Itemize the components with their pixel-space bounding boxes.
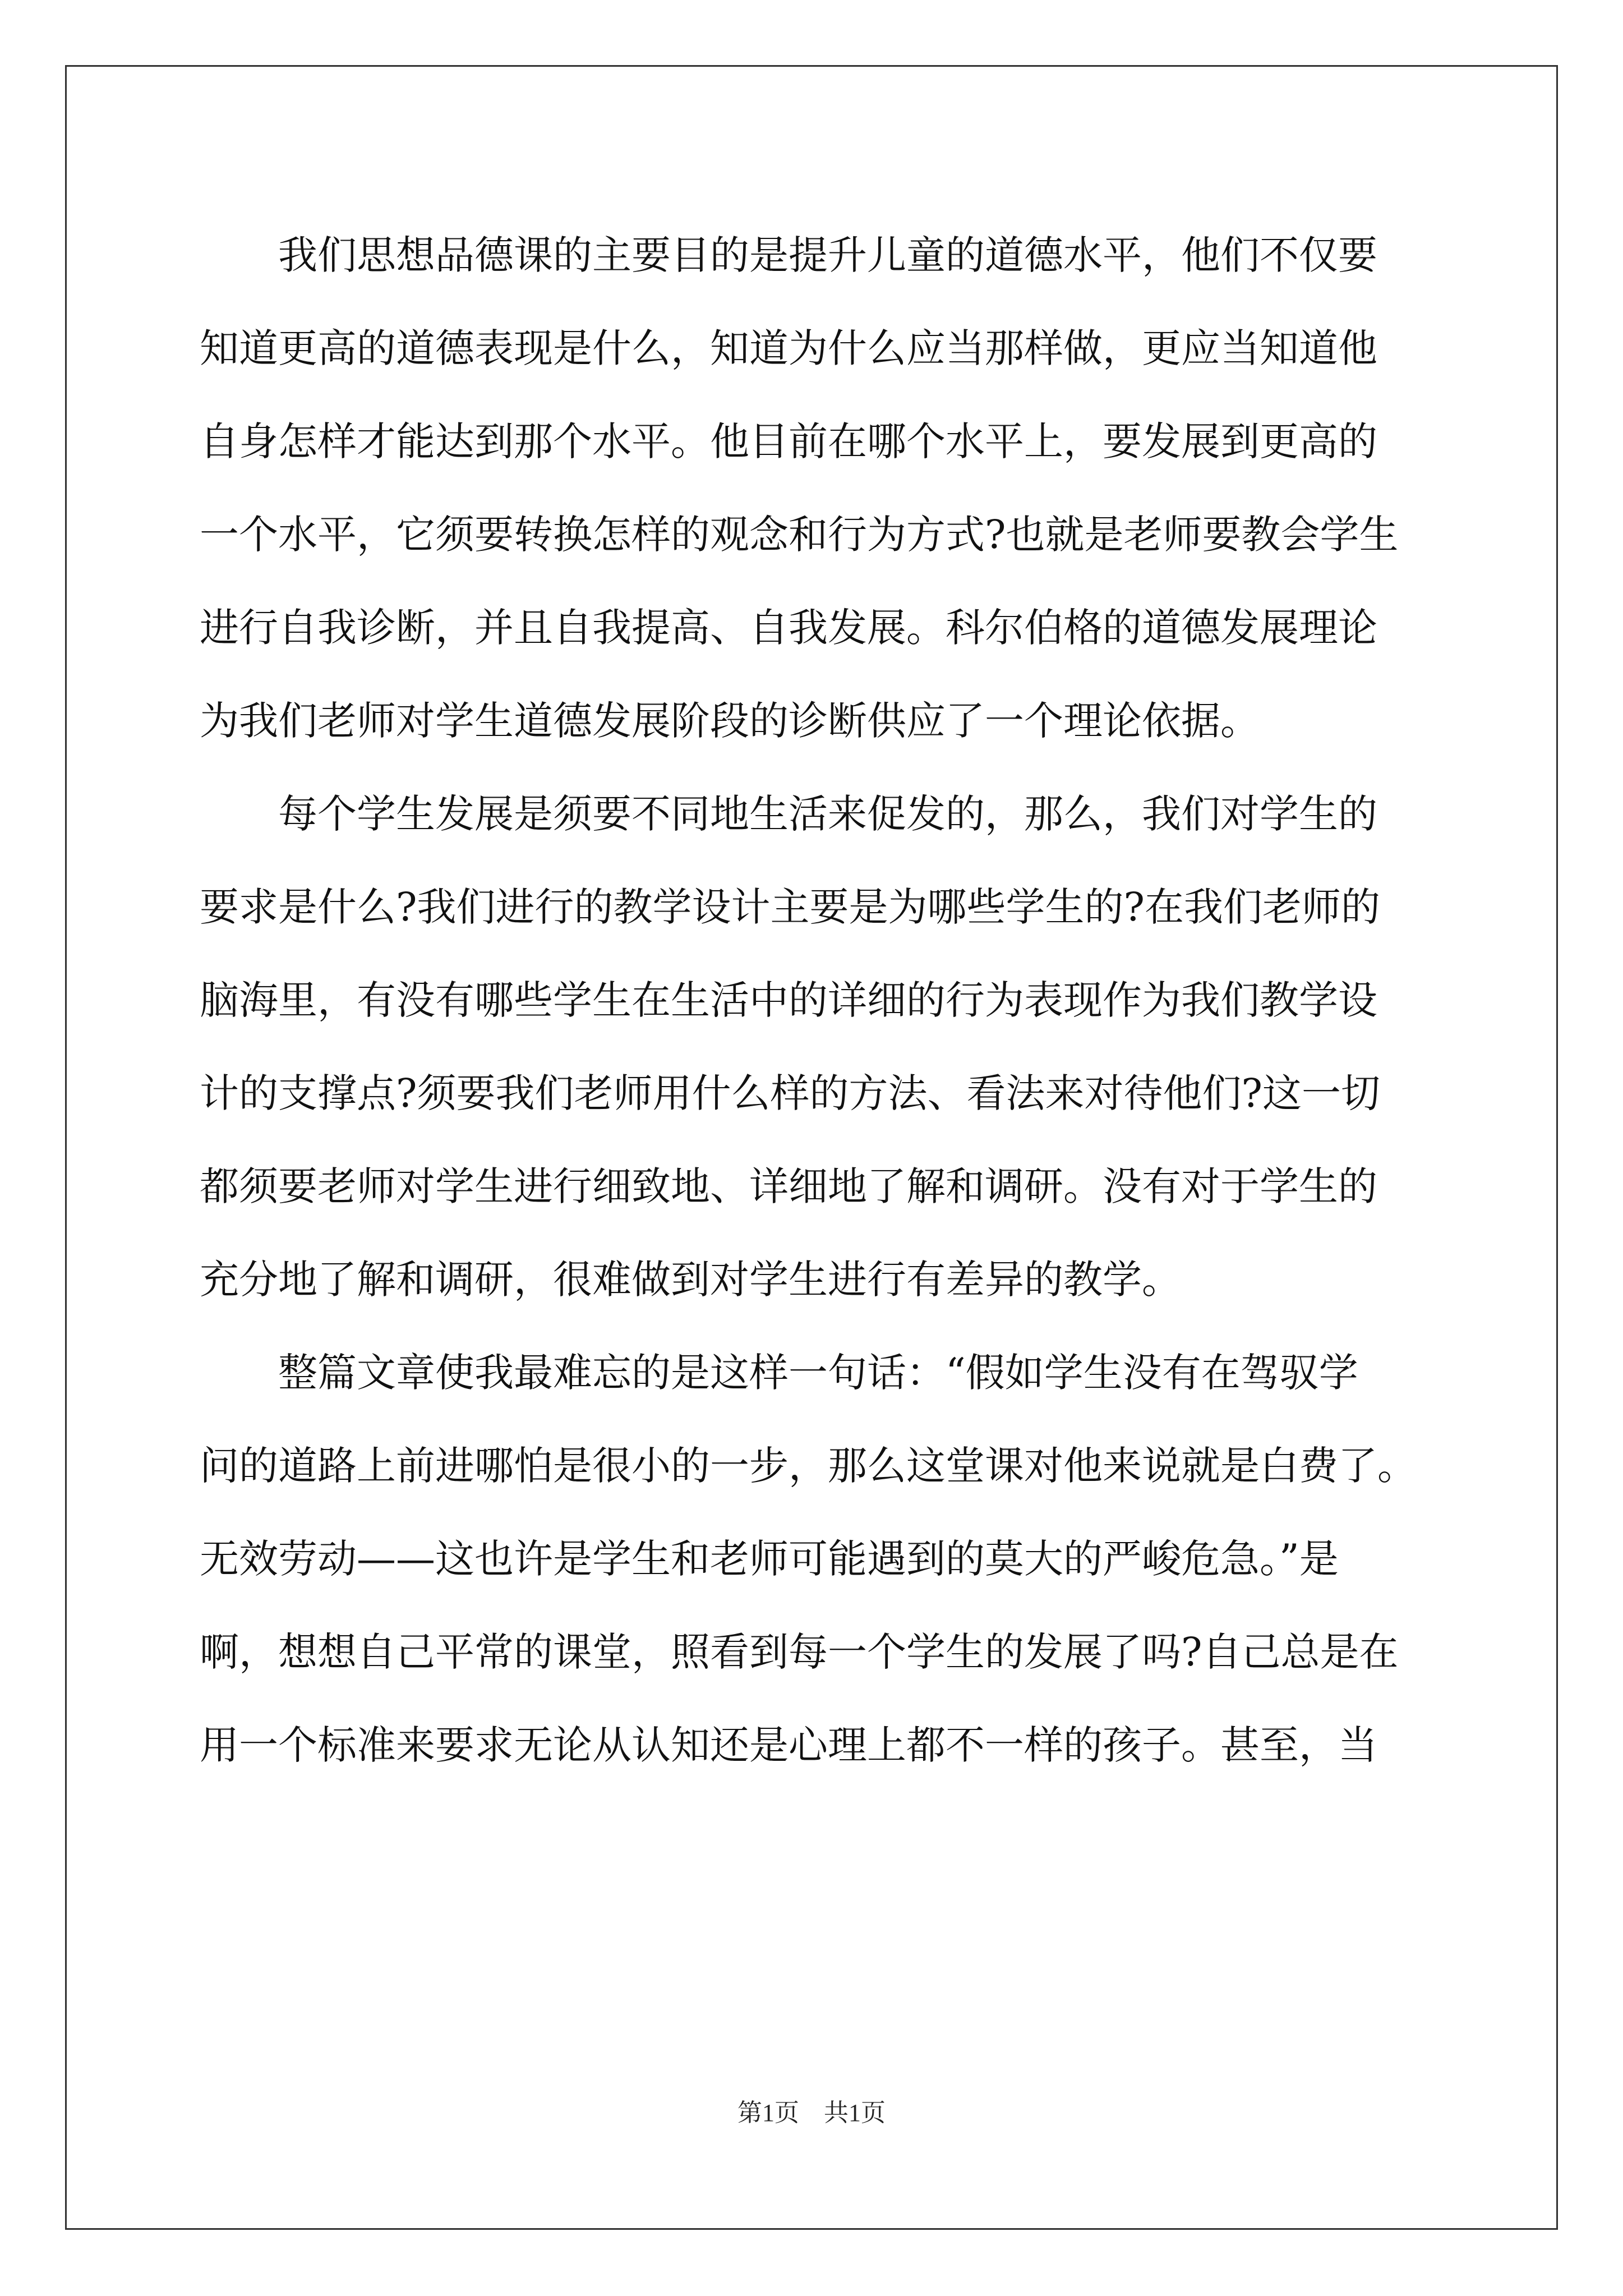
- text-line: 知道更高的道德表现是什么，知道为什么应当那样做，更应当知道他: [200, 325, 1377, 371]
- text-line: 脑海里，有没有哪些学生在生活中的详细的行为表现作为我们教学设: [200, 977, 1377, 1023]
- text-line: 都须要老师对学生进行细致地、详细地了解和调研。没有对于学生的: [200, 1163, 1377, 1209]
- text-line: 充分地了解和调研，很难做到对学生进行有差异的教学。: [200, 1257, 1181, 1303]
- text-line: 啊，想想自己平常的课堂，照看到每一个学生的发展了吗?自己总是在: [200, 1629, 1399, 1675]
- text-line: 我们思想品德课的主要目的是提升儿童的道德水平，他们不仅要: [200, 232, 1377, 278]
- text-line: 要求是什么?我们进行的教学设计主要是为哪些学生的?在我们老师的: [200, 884, 1381, 930]
- text-line: 一个水平，它须要转换怎样的观念和行为方式?也就是老师要教会学生: [200, 512, 1399, 558]
- text-line: 整篇文章使我最难忘的是这样一句话：“假如学生没有在驾驭学: [200, 1350, 1358, 1396]
- text-line: 问的道路上前进哪怕是很小的一步，那么这堂课对他来说就是白费了。: [200, 1443, 1417, 1489]
- text-line: 自身怎样才能达到那个水平。他目前在哪个水平上，要发展到更高的: [200, 418, 1377, 464]
- text-line: 计的支撑点?须要我们老师用什么样的方法、看法来对待他们?这一切: [200, 1070, 1381, 1116]
- text-line: 无效劳动——这也许是学生和老师可能遇到的莫大的严峻危急。”是: [200, 1536, 1339, 1582]
- text-line: 进行自我诊断，并且自我提高、自我发展。科尔伯格的道德发展理论: [200, 605, 1377, 651]
- text-line: 每个学生发展是须要不同地生活来促发的，那么，我们对学生的: [200, 791, 1377, 837]
- page-number-footer: 第1页 共1页: [737, 2099, 886, 2127]
- text-line: 为我们老师对学生道德发展阶段的诊断供应了一个理论依据。: [200, 698, 1260, 744]
- text-line: 用一个标准来要求无论从认知还是心理上都不一样的孩子。甚至，当: [200, 1722, 1377, 1768]
- document-body: [200, 209, 1433, 1792]
